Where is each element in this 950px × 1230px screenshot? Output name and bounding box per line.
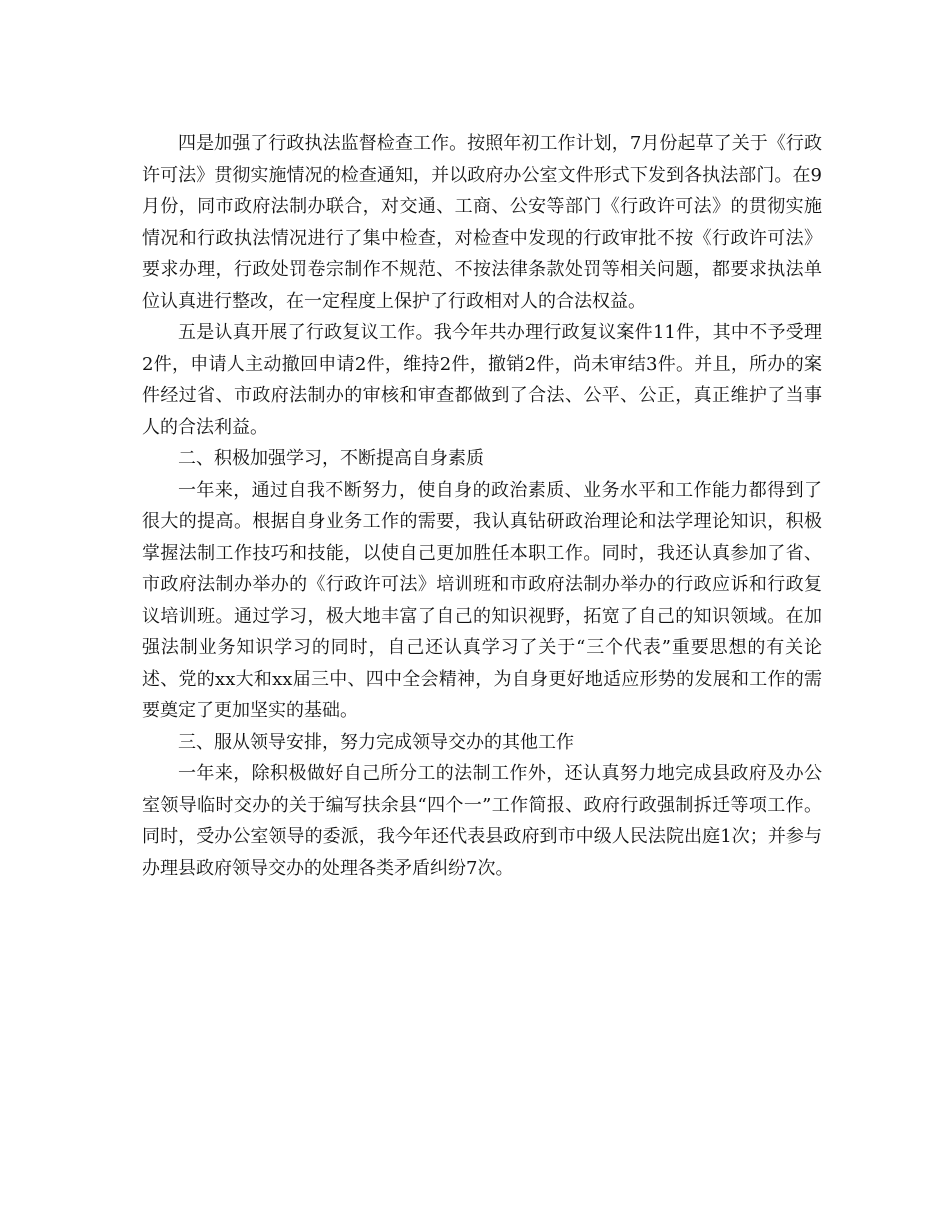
paragraph-other-work: 一年来，除积极做好自己所分工的法制工作外，还认真努力地完成县政府及办公室领导临时交办的关于编写扶余县“四个一”工作简报、政府行政强制拆迁等项工作。同时，受办公室领导的委派，我今年还代表县政府到市中级人民法院出庭1次；并参与办理县政府领导交办的处理各类矛盾纠纷7次。 xyxy=(142,763,822,879)
paragraph-study: 一年来，通过自我不断努力，使自身的政治素质、业务水平和工作能力都得到了很大的提高。根据自身业务工作的需要，我认真钻研政治理论和法学理论知识，积极掌握法制工作技巧和技能，以使自己更加胜任本职工作。同时，我还认真参加了省、市政府法制办举办的《行政许可法》培训班和市政府法制办举办的行政应诉和行政复议培训班。通过学习，极大地丰富了自己的知识视野，拓宽了自己的知识领域。在加强法制业务知识学习的同时，自己还认真学习了关于“三个代表”重要思想的有关论述、党的xx大和xx届三中、四中全会精神，为自身更好地适应形势的发展和工作的需要奠定了更加坚实的基础。 xyxy=(142,479,822,721)
paragraph-law-enforcement-supervision: 四是加强了行政执法监督检查工作。按照年初工作计划，7月份起草了关于《行政许可法》贯彻实施情况的检查通知，并以政府办公室文件形式下发到各执法部门。在9月份，同市政府法制办联合，对交通、工商、公安等部门《行政许可法》的贯彻实施情况和行政执法情况进行了集中检查，对检查中发现的行政审批不按《行政许可法》要求办理，行政处罚卷宗制作不规范、不按法律条款处罚等相关问题，都要求执法单位认真进行整改，在一定程度上保护了行政相对人的合法权益。 xyxy=(142,133,822,312)
paragraph-administrative-review: 五是认真开展了行政复议工作。我今年共办理行政复议案件11件，其中不予受理2件，申请人主动撤回申请2件，维持2件，撤销2件，尚未审结3件。并且，所办的案件经过省、市政府法制办的审核和审查都做到了合法、公平、公正，真正维护了当事人的合法利益。 xyxy=(142,322,822,438)
document-body xyxy=(142,128,822,884)
section-heading-study: 二、积极加强学习，不断提高自身素质 xyxy=(178,448,484,469)
section-heading-other-work: 三、服从领导安排，努力完成领导交办的其他工作 xyxy=(178,731,574,753)
